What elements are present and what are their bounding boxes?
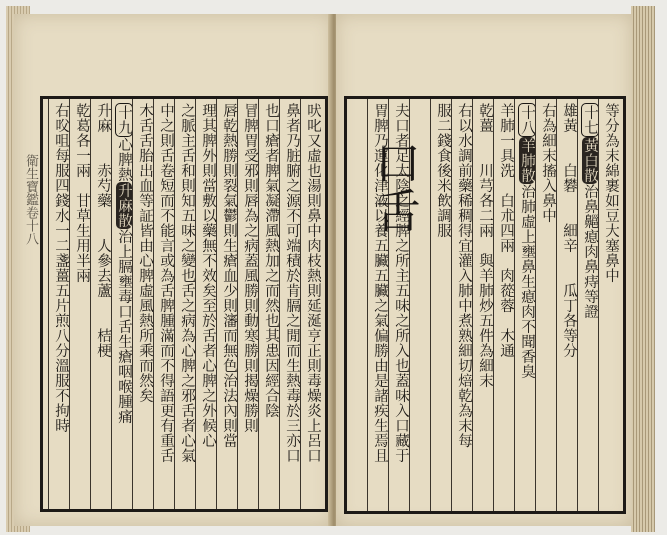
column-text: 夫口者足太陰之經脾之所主五味之所入也蓋味入口藏于 (393, 103, 409, 463)
right-column-3 (558, 103, 577, 507)
column-text: 冒脾胃受邪則唇為之病蓋風勝則動寒勝則揭燥勝則 (242, 103, 258, 433)
right-page (336, 14, 632, 526)
right-column-8 (453, 103, 472, 507)
column-text: 羊肺一具洗 白朮四兩 肉蓯蓉 木通 (498, 103, 514, 358)
left-column-2 (281, 103, 300, 505)
column-text: 右以水調前藥稀稠得宜灌入肺中煮熟細切焙乾為末每 (456, 103, 472, 448)
column-rule (258, 99, 259, 509)
column-text: 鼻者乃脏腑之源不可端積於肯膈之閒而生熱毒於三亦口 (284, 103, 300, 463)
margin-title: 衛生寶鑑卷十八 (23, 154, 38, 245)
column-rule (598, 99, 599, 511)
left-column-7 (176, 103, 195, 505)
column-text: 唇乾熱勝則裂氣鬱則生瘡血少則瀋而無色治法內則當 (221, 103, 237, 448)
right-text-frame (344, 96, 626, 514)
column-rule (451, 99, 452, 511)
left-column-3 (260, 103, 279, 505)
column-rule (132, 99, 133, 509)
column-rule (111, 99, 112, 509)
left-column-4 (239, 103, 258, 505)
left-column-13 (50, 103, 69, 505)
prescription-description: 治肺虛上壅鼻生瘜肉不聞香臭 (519, 184, 535, 379)
prescription-name: 升麻散 (116, 183, 132, 228)
column-text: 木舌舌胎出血等証皆由心脾虛風熱所乘而然矣 (137, 103, 153, 403)
left-text-frame (40, 96, 328, 512)
column-text: 胃脾乃運化津液以養五臟五臟之氣偏勝由是諸疾生焉且 (372, 103, 388, 463)
left-column-1 (302, 103, 321, 505)
column-text: 乾葛各一兩 甘草生用半兩 (74, 103, 90, 283)
left-column-11 (92, 103, 111, 505)
prescription-description: 治上膈壅毒口舌生瘡咽喉腫痛 (116, 229, 132, 424)
column-rule (535, 99, 536, 511)
right-column-6 (495, 103, 514, 507)
left-column-6 (197, 103, 216, 505)
column-text: 等分為末綿裹如豆大塞鼻中 (603, 103, 619, 283)
right-column-1 (600, 103, 619, 507)
right-column-4 (537, 103, 556, 507)
column-rule (577, 99, 578, 511)
left-page (14, 14, 332, 526)
left-column-12 (71, 103, 90, 505)
column-text: 雄黃 白礬 細辛 瓜丁各等分 (561, 103, 577, 358)
prescription-description: 治鼻齆瘜肉鼻痔等證 (582, 184, 598, 319)
right-column-9 (432, 103, 451, 507)
column-text: 也口瘡者脾氣凝滯風熱加之而然也其患因經合陰 (263, 103, 279, 418)
column-rule (48, 99, 49, 509)
left-column-9 (134, 103, 153, 505)
column-rule (90, 99, 91, 509)
right-column-2 (579, 103, 598, 507)
column-text: 右為細末搐入鼻中 (540, 103, 556, 223)
prescription-name: 黃白散 (582, 138, 598, 183)
left-column-8 (155, 103, 174, 505)
column-text: 服二錢食後米飲調服 (435, 103, 451, 238)
open-book (6, 4, 661, 532)
column-rule (472, 99, 473, 511)
column-text: 乾薑 川芎各二兩 與羊肺炒五件為細末 (477, 103, 493, 388)
right-column-7 (474, 103, 493, 507)
column-text: 吠叱又虛也湯則鼻中肉枝熱則延涎亨正則毒燥炎上呂口 (305, 103, 321, 463)
column-rule (69, 99, 70, 509)
column-text: 升麻 赤芍藥 人參去蘆 桔梗 (95, 103, 111, 358)
right-column-5 (516, 103, 535, 507)
column-rule (430, 99, 431, 511)
column-rule (174, 99, 175, 509)
column-text: 中之則舌卷短而不能言或為舌脾腫滿而不得語更有重舌 (158, 103, 174, 463)
column-rule (195, 99, 196, 509)
column-text: 心脾熱 (116, 137, 132, 182)
column-text: 理其脾外則當敷以藥無不效矣至於舌者心脾之外候心 (200, 103, 216, 448)
column-rule (216, 99, 217, 509)
column-rule (514, 99, 515, 511)
section-number: 十八 (519, 105, 535, 135)
column-text: 之脈主舌和則知五味之變也舌之病為心脾之邪舌者心氣 (179, 103, 195, 463)
left-column-5 (218, 103, 237, 505)
column-rule (300, 99, 301, 509)
column-rule (493, 99, 494, 511)
section-number: 十七 (582, 105, 598, 135)
left-column-10 (113, 103, 132, 505)
column-rule (237, 99, 238, 509)
column-text: 右㕮咀每服四錢水一二盞薑五片煎八分溫服不拘時 (53, 103, 69, 433)
prescription-name: 羊肺散 (519, 138, 535, 183)
right-page-edges (631, 6, 655, 532)
column-rule (556, 99, 557, 511)
section-heading: 口舌 (368, 139, 422, 235)
section-tag: 十九 (116, 105, 132, 135)
column-rule (279, 99, 280, 509)
column-rule (153, 99, 154, 509)
